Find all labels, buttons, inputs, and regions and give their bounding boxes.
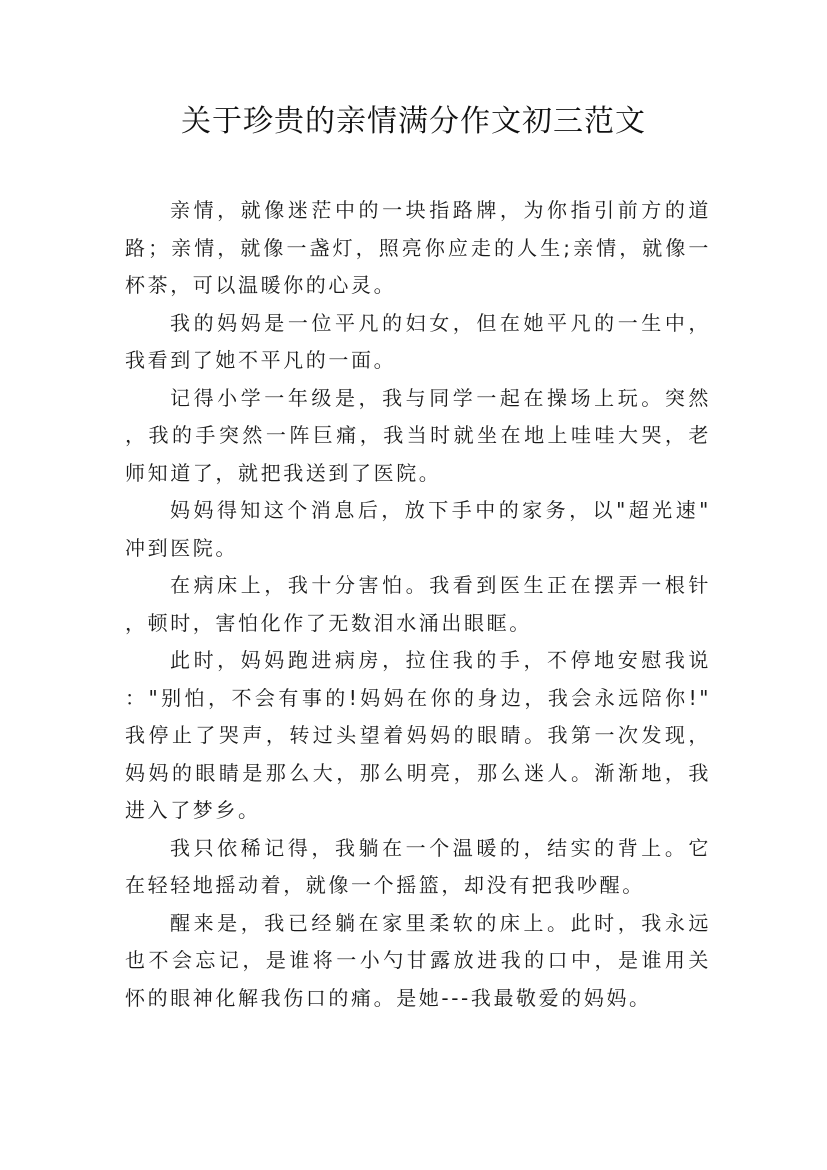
paragraph: 在病床上，我十分害怕。我看到医生正在摆弄一根针，顿时，害怕化作了无数泪水涌出眼眶。 — [125, 573, 711, 635]
document-body — [125, 192, 711, 1017]
document-title: 关于珍贵的亲情满分作文初三范文 — [181, 104, 646, 139]
paragraph: 记得小学一年级是，我与同学一起在操场上玩。突然，我的手突然一阵巨痛，我当时就坐在地上哇哇大哭，老师知道了，就把我送到了医院。 — [125, 385, 711, 485]
paragraph: 醒来是，我已经躺在家里柔软的床上。此时，我永远也不会忘记，是谁将一小勺甘露放进我的口中，是谁用关怀的眼神化解我伤口的痛。是她---我最敬爱的妈妈。 — [125, 910, 711, 1010]
paragraph: 此时，妈妈跑进病房，拉住我的手，不停地安慰我说："别怕，不会有事的!妈妈在你的身边，我会永远陪你!"我停止了哭声，转过头望着妈妈的眼睛。我第一次发现，妈妈的眼睛是那么大，那么明亮，那么迷人。渐渐地，我进入了梦乡。 — [125, 648, 711, 822]
paragraph: 我只依稀记得，我躺在一个温暖的，结实的背上。它在轻轻地摇动着，就像一个摇篮，却没有把我吵醒。 — [125, 835, 711, 897]
paragraph: 妈妈得知这个消息后，放下手中的家务，以"超光速"冲到医院。 — [125, 498, 711, 560]
paragraph: 亲情，就像迷茫中的一块指路牌，为你指引前方的道路；亲情，就像一盏灯，照亮你应走的人生;亲情，就像一杯茶，可以温暖你的心灵。 — [125, 198, 711, 297]
paragraph: 我的妈妈是一位平凡的妇女，但在她平凡的一生中，我看到了她不平凡的一面。 — [125, 310, 711, 372]
